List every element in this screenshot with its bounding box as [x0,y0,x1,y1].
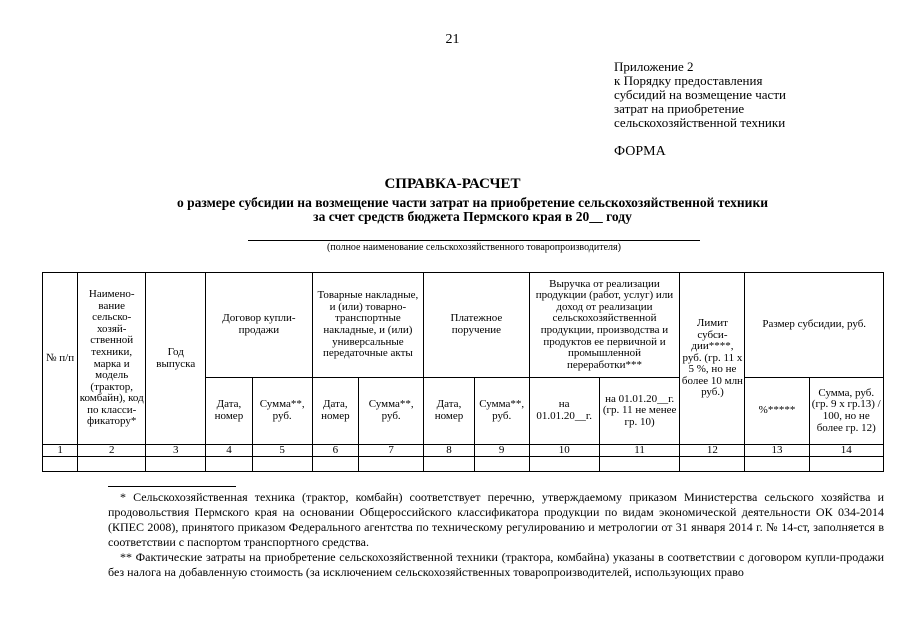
document-title: СПРАВКА-РАСЧЕТ [384,176,521,192]
subheader-payment-sum: Сумма**, руб. [474,378,529,445]
appendix-line: к Порядку предоставления [614,73,763,88]
producer-caption: (полное наименование сельскохозяйственного товаропроизводителя) [327,242,621,253]
column-number: 7 [359,445,424,457]
table-cell [424,457,475,472]
header-payment: Платежное поручение [424,273,529,378]
header-num: № п/п [43,273,78,445]
column-number: 3 [146,445,206,457]
subheader-revenue-on: на 01.01.20__г. [529,378,599,445]
table-cell [680,457,745,472]
column-number: 1 [43,445,78,457]
table-header-row [43,273,884,378]
table-cell [43,457,78,472]
form-label: ФОРМА [614,144,666,159]
table-cell [206,457,252,472]
column-number: 9 [474,445,529,457]
appendix-line: субсидий на возмещение части [614,87,786,102]
subheader-revenue-on-min: на 01.01.20__г. (гр. 11 не менее гр. 10) [599,378,680,445]
appendix-line: Приложение 2 [614,59,694,74]
table-cell [809,457,883,472]
table-cell [745,457,809,472]
document-subtitle [0,196,905,224]
column-number: 2 [78,445,146,457]
table-cell [312,457,358,472]
column-number: 13 [745,445,809,457]
page-number: 21 [445,32,460,47]
header-year: Год выпуска [146,273,206,445]
appendix-header [614,60,786,130]
header-limit: Лимит субси- дии****, руб. (гр. 11 х 5 %, но не более 10 млн руб.) [680,273,745,445]
column-number: 4 [206,445,252,457]
header-waybills: Товарные накладные, и (или) товарно- транспортные накладные, и (или) универсальные передаточные акты [312,273,424,378]
subtitle-line: за счет средств бюджета Пермского края в 20__ году [313,209,632,224]
header-contract: Договор купли- продажи [206,273,312,378]
table-empty-row [43,457,884,472]
column-number: 10 [529,445,599,457]
producer-name-line [248,240,700,241]
subheader-subsidy-sum: Сумма, руб. (гр. 9 х гр.13) / 100, но не более гр. 12) [809,378,883,445]
column-number: 12 [680,445,745,457]
subheader-payment-date: Дата, номер [424,378,475,445]
subheader-contract-date: Дата, номер [206,378,252,445]
header-revenue: Выручка от реализации продукции (работ, услуг) или доход от реализации сельскохозяйственной продукции, производства и продуктов ее первичной и промышленной переработки*** [529,273,680,378]
table-cell [599,457,680,472]
column-number: 8 [424,445,475,457]
header-subsidy: Размер субсидии, руб. [745,273,884,378]
subheader-percent: %***** [745,378,809,445]
footnote-2: ** Фактические затраты на приобретение сельскохозяйственной техники (трактора, комбайна) указаны в соответствии с договором купли-продажи без налога на добавленную стоимость (за исключением сельскохозяйственных товаропроизводителей, использующих право [108,550,884,579]
subheader-waybill-date: Дата, номер [312,378,358,445]
table-cell [252,457,312,472]
table-cell [474,457,529,472]
column-number: 11 [599,445,680,457]
subtitle-line: о размере субсидии на возмещение части затрат на приобретение сельскохозяйственной техники [176,195,769,210]
appendix-line: затрат на приобретение [614,101,745,116]
table-column-number-row [43,445,884,457]
footnote-1: * Сельскохозяйственная техника (трактор, комбайн) соответствует перечню, утверждаемому приказом Министерства сельского хозяйства и продовольствия Пермского края на основании Общероссийского классификатора продукции по видам экономической деятельности ОК 034-2014 (КПЕС 2008), принятого приказом Федерального агентства по техническому регулированию и метрологии от 31 января 2014 г. № 14-ст, заполняется в соответствии с паспортом транспортного средства. [108,490,884,549]
column-number: 5 [252,445,312,457]
header-name: Наимено- вание сельско- хозяй- ственной техники, марка и модель (трактор, комбайн), код по класси- фикатору* [78,273,146,445]
subheader-waybill-sum: Сумма**, руб. [359,378,424,445]
subsidy-table [42,272,884,472]
table-cell [359,457,424,472]
subheader-contract-sum: Сумма**, руб. [252,378,312,445]
appendix-line: сельскохозяйственной техники [614,115,786,130]
column-number: 14 [809,445,883,457]
footnote-separator [108,486,236,487]
table-cell [146,457,206,472]
column-number: 6 [312,445,358,457]
table-cell [529,457,599,472]
table-cell [78,457,146,472]
